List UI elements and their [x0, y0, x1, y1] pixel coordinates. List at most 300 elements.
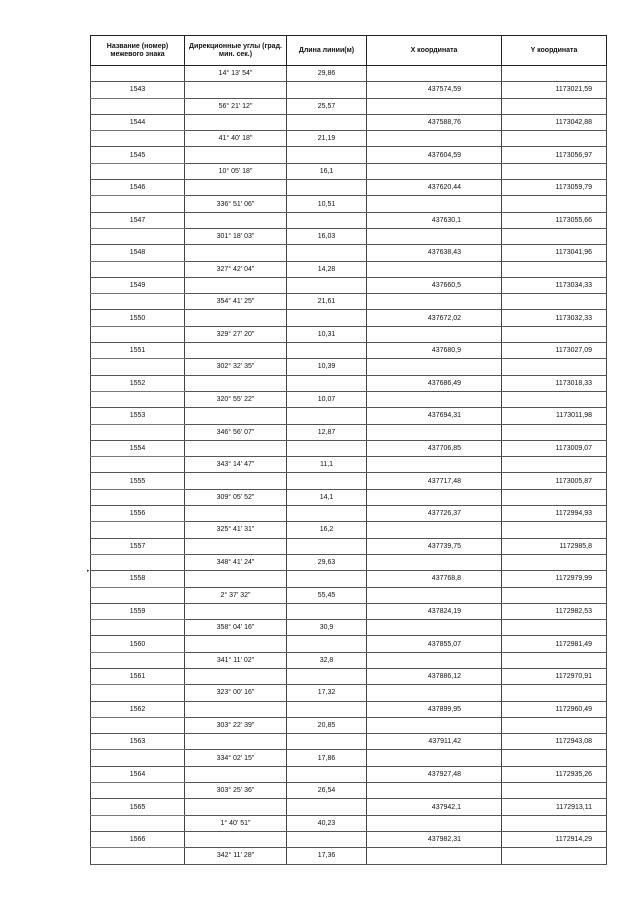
empty-cell	[91, 522, 185, 538]
x-coordinate: 437660,5	[367, 277, 502, 293]
segment-row	[91, 848, 607, 864]
line-length: 16,03	[287, 228, 367, 244]
empty-cell	[91, 391, 185, 407]
point-row	[91, 766, 607, 782]
empty-cell	[287, 343, 367, 359]
empty-cell	[91, 685, 185, 701]
line-length: 14,28	[287, 261, 367, 277]
x-coordinate: 437824,19	[367, 603, 502, 619]
point-row	[91, 701, 607, 717]
empty-cell	[91, 294, 185, 310]
empty-cell	[185, 277, 287, 293]
segment-row	[91, 228, 607, 244]
point-id: 1565	[91, 799, 185, 815]
line-length: 12,87	[287, 424, 367, 440]
line-length: 10,51	[287, 196, 367, 212]
direction-angle: 303° 22' 39"	[185, 717, 287, 733]
line-length: 21,61	[287, 294, 367, 310]
empty-cell	[502, 685, 607, 701]
empty-cell	[367, 294, 502, 310]
segment-row	[91, 326, 607, 342]
empty-cell	[367, 424, 502, 440]
empty-cell	[91, 489, 185, 505]
empty-cell	[502, 783, 607, 799]
empty-cell	[287, 408, 367, 424]
empty-cell	[185, 668, 287, 684]
x-coordinate: 437886,12	[367, 668, 502, 684]
point-row	[91, 82, 607, 98]
empty-cell	[367, 131, 502, 147]
empty-cell	[185, 766, 287, 782]
point-id: 1548	[91, 245, 185, 261]
empty-cell	[502, 750, 607, 766]
point-id: 1554	[91, 440, 185, 456]
x-coordinate: 437927,48	[367, 766, 502, 782]
x-coordinate: 437638,43	[367, 245, 502, 261]
empty-cell	[185, 473, 287, 489]
segment-row	[91, 98, 607, 114]
y-coordinate: 1172913,11	[502, 799, 607, 815]
point-row	[91, 408, 607, 424]
direction-angle: 346° 56' 07"	[185, 424, 287, 440]
point-id: 1556	[91, 506, 185, 522]
empty-cell	[367, 587, 502, 603]
empty-cell	[502, 359, 607, 375]
x-coordinate: 437620,44	[367, 180, 502, 196]
empty-cell	[185, 603, 287, 619]
line-length: 17,36	[287, 848, 367, 864]
x-coordinate: 437672,02	[367, 310, 502, 326]
empty-cell	[91, 554, 185, 570]
x-coordinate: 437694,31	[367, 408, 502, 424]
segment-row	[91, 424, 607, 440]
point-row	[91, 147, 607, 163]
point-row	[91, 114, 607, 130]
empty-cell	[287, 82, 367, 98]
empty-cell	[502, 391, 607, 407]
line-length: 14,1	[287, 489, 367, 505]
direction-angle: 327° 42' 04"	[185, 261, 287, 277]
segment-row	[91, 294, 607, 310]
point-row	[91, 603, 607, 619]
header-length: Длина линии(м)	[287, 36, 367, 66]
direction-angle: 334° 02' 15"	[185, 750, 287, 766]
point-id: 1545	[91, 147, 185, 163]
y-coordinate: 1173005,87	[502, 473, 607, 489]
line-length: 10,39	[287, 359, 367, 375]
empty-cell	[185, 538, 287, 554]
y-coordinate: 1172935,26	[502, 766, 607, 782]
empty-cell	[367, 620, 502, 636]
empty-cell	[185, 440, 287, 456]
empty-cell	[91, 620, 185, 636]
segment-row	[91, 587, 607, 603]
x-coordinate: 437588,76	[367, 114, 502, 130]
header-x: X координата	[367, 36, 502, 66]
y-coordinate: 1173041,96	[502, 245, 607, 261]
direction-angle: 302° 32' 35"	[185, 359, 287, 375]
segment-row	[91, 163, 607, 179]
direction-angle: 348° 41' 24"	[185, 554, 287, 570]
point-id: 1560	[91, 636, 185, 652]
y-coordinate: 1173027,09	[502, 343, 607, 359]
empty-cell	[91, 98, 185, 114]
empty-cell	[367, 554, 502, 570]
direction-angle: 309° 05' 52"	[185, 489, 287, 505]
point-row	[91, 571, 607, 587]
empty-cell	[287, 603, 367, 619]
empty-cell	[185, 701, 287, 717]
direction-angle: 336° 51' 06"	[185, 196, 287, 212]
empty-cell	[367, 783, 502, 799]
y-coordinate: 1173018,33	[502, 375, 607, 391]
empty-cell	[287, 766, 367, 782]
line-length: 25,57	[287, 98, 367, 114]
empty-cell	[91, 359, 185, 375]
segment-row	[91, 717, 607, 733]
point-id: 1549	[91, 277, 185, 293]
segment-row	[91, 196, 607, 212]
y-coordinate: 1173042,88	[502, 114, 607, 130]
segment-row	[91, 261, 607, 277]
y-coordinate: 1172943,08	[502, 734, 607, 750]
empty-cell	[185, 114, 287, 130]
segment-row	[91, 620, 607, 636]
empty-cell	[185, 212, 287, 228]
point-id: 1558	[91, 571, 185, 587]
empty-cell	[91, 228, 185, 244]
empty-cell	[185, 375, 287, 391]
point-row	[91, 212, 607, 228]
segment-row	[91, 489, 607, 505]
empty-cell	[502, 620, 607, 636]
segment-row	[91, 554, 607, 570]
segment-row	[91, 750, 607, 766]
x-coordinate: 437911,42	[367, 734, 502, 750]
point-row	[91, 343, 607, 359]
empty-cell	[185, 734, 287, 750]
line-length: 16,2	[287, 522, 367, 538]
empty-cell	[287, 506, 367, 522]
empty-cell	[185, 82, 287, 98]
segment-row	[91, 457, 607, 473]
empty-cell	[287, 277, 367, 293]
direction-angle: 358° 04' 16"	[185, 620, 287, 636]
x-coordinate: 437686,49	[367, 375, 502, 391]
line-length: 29,63	[287, 554, 367, 570]
segment-row	[91, 359, 607, 375]
empty-cell	[502, 489, 607, 505]
point-id: 1562	[91, 701, 185, 717]
empty-cell	[287, 571, 367, 587]
point-row	[91, 734, 607, 750]
empty-cell	[367, 163, 502, 179]
empty-cell	[185, 799, 287, 815]
line-length: 10,07	[287, 391, 367, 407]
empty-cell	[367, 326, 502, 342]
x-coordinate: 437604,59	[367, 147, 502, 163]
y-coordinate: 1172994,93	[502, 506, 607, 522]
empty-cell	[502, 554, 607, 570]
empty-cell	[502, 326, 607, 342]
point-id: 1555	[91, 473, 185, 489]
empty-cell	[287, 473, 367, 489]
line-length: 16,1	[287, 163, 367, 179]
direction-angle: 41° 40' 18"	[185, 131, 287, 147]
line-length: 17,86	[287, 750, 367, 766]
empty-cell	[367, 98, 502, 114]
y-coordinate: 1173011,98	[502, 408, 607, 424]
empty-cell	[287, 245, 367, 261]
y-coordinate: 1173032,33	[502, 310, 607, 326]
empty-cell	[185, 506, 287, 522]
empty-cell	[91, 196, 185, 212]
y-coordinate: 1172960,49	[502, 701, 607, 717]
x-coordinate: 437717,48	[367, 473, 502, 489]
point-id: 1561	[91, 668, 185, 684]
x-coordinate: 437706,85	[367, 440, 502, 456]
point-row	[91, 799, 607, 815]
empty-cell	[287, 440, 367, 456]
x-coordinate: 437982,31	[367, 831, 502, 847]
point-row	[91, 375, 607, 391]
margin-tick-mark: ▸	[87, 568, 90, 574]
empty-cell	[367, 66, 502, 82]
y-coordinate: 1173034,33	[502, 277, 607, 293]
point-id: 1543	[91, 82, 185, 98]
line-length: 21,19	[287, 131, 367, 147]
empty-cell	[367, 391, 502, 407]
header-y: Y координата	[502, 36, 607, 66]
segment-row	[91, 522, 607, 538]
empty-cell	[367, 652, 502, 668]
empty-cell	[502, 294, 607, 310]
empty-cell	[91, 163, 185, 179]
y-coordinate: 1172914,29	[502, 831, 607, 847]
x-coordinate: 437855,07	[367, 636, 502, 652]
point-row	[91, 245, 607, 261]
empty-cell	[502, 131, 607, 147]
empty-cell	[502, 261, 607, 277]
empty-cell	[502, 163, 607, 179]
point-id: 1544	[91, 114, 185, 130]
empty-cell	[502, 652, 607, 668]
y-coordinate: 1172979,99	[502, 571, 607, 587]
x-coordinate: 437726,37	[367, 506, 502, 522]
empty-cell	[502, 587, 607, 603]
table-header-row	[91, 36, 607, 66]
point-id: 1546	[91, 180, 185, 196]
empty-cell	[91, 131, 185, 147]
empty-cell	[287, 831, 367, 847]
point-row	[91, 310, 607, 326]
line-length: 55,45	[287, 587, 367, 603]
empty-cell	[502, 522, 607, 538]
empty-cell	[91, 652, 185, 668]
empty-cell	[502, 717, 607, 733]
empty-cell	[367, 848, 502, 864]
line-length: 40,23	[287, 815, 367, 831]
point-id: 1552	[91, 375, 185, 391]
empty-cell	[91, 587, 185, 603]
empty-cell	[502, 457, 607, 473]
empty-cell	[367, 457, 502, 473]
point-row	[91, 506, 607, 522]
line-length: 30,9	[287, 620, 367, 636]
empty-cell	[185, 147, 287, 163]
empty-cell	[502, 196, 607, 212]
point-id: 1551	[91, 343, 185, 359]
empty-cell	[185, 245, 287, 261]
empty-cell	[367, 717, 502, 733]
point-row	[91, 180, 607, 196]
direction-angle: 2° 37' 32"	[185, 587, 287, 603]
line-length: 29,86	[287, 66, 367, 82]
empty-cell	[502, 848, 607, 864]
y-coordinate: 1173056,97	[502, 147, 607, 163]
empty-cell	[185, 831, 287, 847]
x-coordinate: 437899,95	[367, 701, 502, 717]
empty-cell	[287, 114, 367, 130]
point-id: 1557	[91, 538, 185, 554]
empty-cell	[287, 375, 367, 391]
point-row	[91, 636, 607, 652]
direction-angle: 320° 55' 22"	[185, 391, 287, 407]
segment-row	[91, 131, 607, 147]
empty-cell	[185, 408, 287, 424]
direction-angle: 354° 41' 25"	[185, 294, 287, 310]
y-coordinate: 1173055,66	[502, 212, 607, 228]
segment-row	[91, 652, 607, 668]
empty-cell	[287, 636, 367, 652]
x-coordinate: 437942,1	[367, 799, 502, 815]
direction-angle: 323° 00' 16"	[185, 685, 287, 701]
empty-cell	[91, 424, 185, 440]
empty-cell	[287, 734, 367, 750]
empty-cell	[185, 180, 287, 196]
empty-cell	[367, 359, 502, 375]
empty-cell	[287, 180, 367, 196]
header-angles: Дирекционные углы (град. мин. сек.)	[185, 36, 287, 66]
point-id: 1547	[91, 212, 185, 228]
direction-angle: 343° 14' 47"	[185, 457, 287, 473]
point-id: 1563	[91, 734, 185, 750]
direction-angle: 329° 27' 20"	[185, 326, 287, 342]
point-row	[91, 538, 607, 554]
empty-cell	[367, 685, 502, 701]
y-coordinate: 1173021,59	[502, 82, 607, 98]
line-length: 32,8	[287, 652, 367, 668]
empty-cell	[91, 457, 185, 473]
line-length: 26,54	[287, 783, 367, 799]
empty-cell	[287, 668, 367, 684]
point-row	[91, 831, 607, 847]
empty-cell	[91, 717, 185, 733]
line-length: 11,1	[287, 457, 367, 473]
table-body	[91, 66, 607, 865]
x-coordinate: 437574,59	[367, 82, 502, 98]
segment-row	[91, 685, 607, 701]
y-coordinate: 1172982,53	[502, 603, 607, 619]
empty-cell	[287, 147, 367, 163]
point-row	[91, 473, 607, 489]
empty-cell	[287, 799, 367, 815]
empty-cell	[91, 815, 185, 831]
x-coordinate: 437630,1	[367, 212, 502, 228]
y-coordinate: 1172985,8	[502, 538, 607, 554]
point-row	[91, 668, 607, 684]
empty-cell	[367, 228, 502, 244]
empty-cell	[185, 636, 287, 652]
direction-angle: 303° 25' 36"	[185, 783, 287, 799]
y-coordinate: 1173009,07	[502, 440, 607, 456]
direction-angle: 56° 21' 12"	[185, 98, 287, 114]
empty-cell	[185, 571, 287, 587]
direction-angle: 342° 11' 28"	[185, 848, 287, 864]
point-id: 1559	[91, 603, 185, 619]
header-name: Название (номер) межевого знака	[91, 36, 185, 66]
point-id: 1553	[91, 408, 185, 424]
empty-cell	[287, 212, 367, 228]
empty-cell	[287, 310, 367, 326]
y-coordinate: 1172970,91	[502, 668, 607, 684]
direction-angle: 325° 41' 31"	[185, 522, 287, 538]
empty-cell	[502, 815, 607, 831]
y-coordinate: 1172981,49	[502, 636, 607, 652]
line-length: 17,32	[287, 685, 367, 701]
empty-cell	[502, 228, 607, 244]
x-coordinate: 437768,8	[367, 571, 502, 587]
empty-cell	[367, 489, 502, 505]
empty-cell	[91, 848, 185, 864]
empty-cell	[91, 326, 185, 342]
point-row	[91, 440, 607, 456]
empty-cell	[367, 261, 502, 277]
empty-cell	[502, 424, 607, 440]
line-length: 20,85	[287, 717, 367, 733]
segment-row	[91, 66, 607, 82]
empty-cell	[502, 98, 607, 114]
direction-angle: 341° 11' 02"	[185, 652, 287, 668]
line-length: 10,31	[287, 326, 367, 342]
empty-cell	[287, 538, 367, 554]
direction-angle: 301° 18' 03"	[185, 228, 287, 244]
empty-cell	[367, 196, 502, 212]
point-id: 1564	[91, 766, 185, 782]
x-coordinate: 437739,75	[367, 538, 502, 554]
direction-angle: 10° 05' 18"	[185, 163, 287, 179]
point-id: 1550	[91, 310, 185, 326]
segment-row	[91, 783, 607, 799]
empty-cell	[91, 783, 185, 799]
segment-row	[91, 815, 607, 831]
empty-cell	[185, 343, 287, 359]
empty-cell	[185, 310, 287, 326]
empty-cell	[367, 815, 502, 831]
empty-cell	[91, 750, 185, 766]
empty-cell	[91, 261, 185, 277]
point-id: 1566	[91, 831, 185, 847]
direction-angle: 1° 40' 51"	[185, 815, 287, 831]
segment-row	[91, 391, 607, 407]
boundary-coordinates-table	[90, 35, 607, 865]
empty-cell	[367, 522, 502, 538]
empty-cell	[287, 701, 367, 717]
point-row	[91, 277, 607, 293]
y-coordinate: 1173059,79	[502, 180, 607, 196]
empty-cell	[91, 66, 185, 82]
empty-cell	[367, 750, 502, 766]
